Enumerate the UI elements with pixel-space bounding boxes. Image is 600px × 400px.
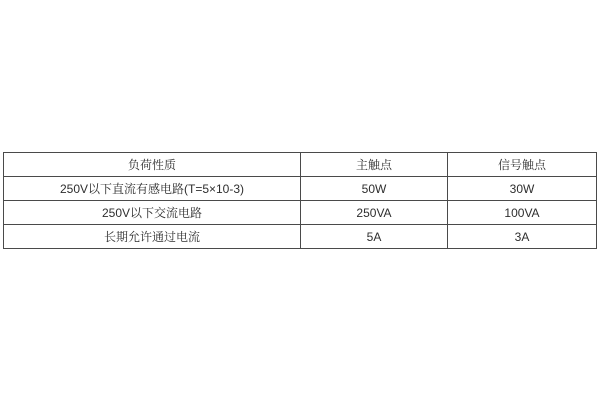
cell-signal-contact-value: 30W <box>448 177 597 201</box>
table-row-ac-circuit <box>4 201 597 225</box>
cell-main-contact-value: 5A <box>301 225 448 249</box>
cell-load-nature: 250V以下交流电路 <box>4 201 301 225</box>
cell-signal-contact-value: 100VA <box>448 201 597 225</box>
table-row-long-term-current <box>4 225 597 249</box>
header-load-nature: 负荷性质 <box>4 153 301 177</box>
table-row-dc-inductive <box>4 177 597 201</box>
cell-load-nature: 250V以下直流有感电路(T=5×10-3) <box>4 177 301 201</box>
load-spec-table <box>3 152 597 249</box>
cell-main-contact-value: 250VA <box>301 201 448 225</box>
cell-signal-contact-value: 3A <box>448 225 597 249</box>
table-header-row <box>4 153 597 177</box>
header-signal-contact: 信号触点 <box>448 153 597 177</box>
header-main-contact: 主触点 <box>301 153 448 177</box>
cell-main-contact-value: 50W <box>301 177 448 201</box>
cell-load-nature: 长期允许通过电流 <box>4 225 301 249</box>
